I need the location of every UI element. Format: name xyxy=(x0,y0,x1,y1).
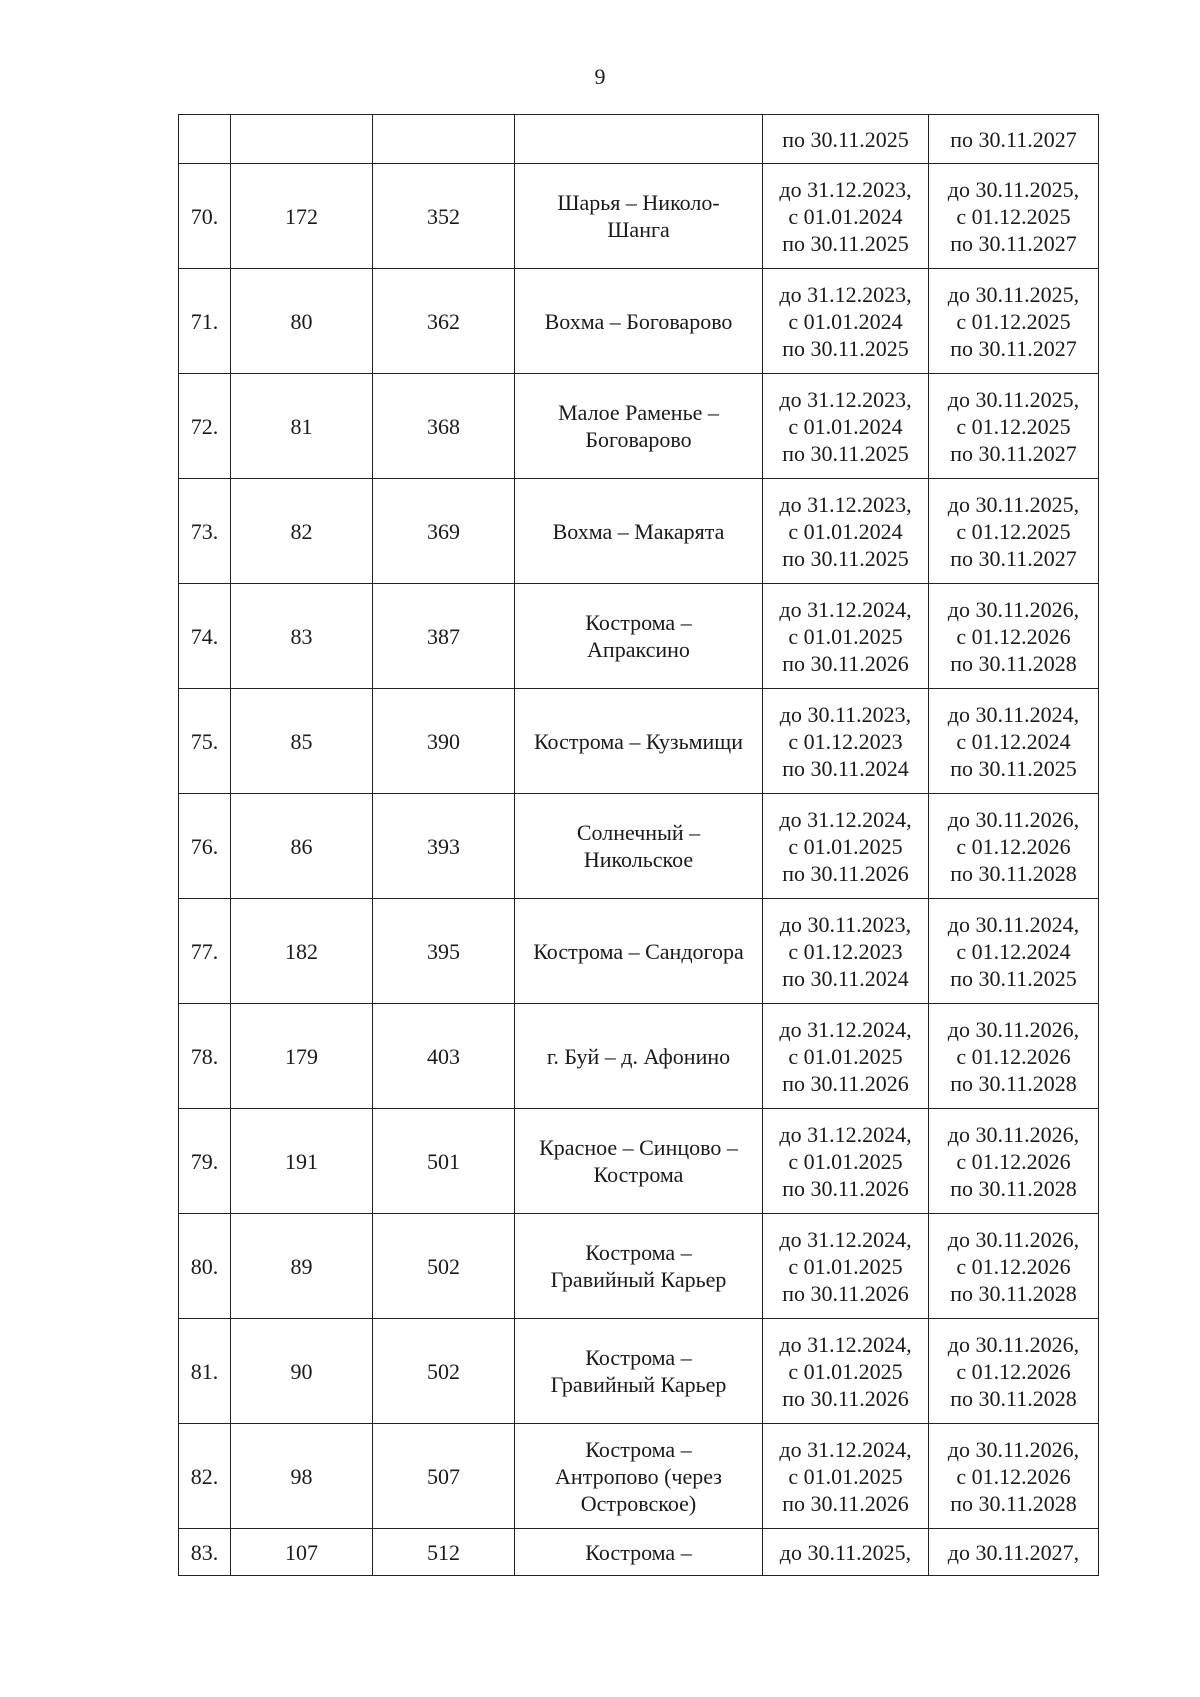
table-row xyxy=(179,269,1099,374)
cell-line: с 01.01.2025 xyxy=(788,1148,903,1174)
period-a-cell xyxy=(763,1319,929,1424)
cell-line: с 01.12.2023 xyxy=(788,728,903,754)
registry-number-cell: 179 xyxy=(231,1004,373,1109)
registry-number-cell: 182 xyxy=(231,899,373,1004)
registry-number-cell: 191 xyxy=(231,1109,373,1214)
route-number-cell: 387 xyxy=(373,584,515,689)
period-b-cell xyxy=(929,1424,1099,1529)
cell-line: Кострома – Кузьмищи xyxy=(533,728,744,754)
cell-line: до 31.12.2024, xyxy=(779,806,912,832)
period-b-cell xyxy=(929,1109,1099,1214)
table-row xyxy=(179,115,1099,164)
route-number-cell: 362 xyxy=(373,269,515,374)
row-number-cell: 82. xyxy=(179,1424,231,1529)
registry-number-cell: 98 xyxy=(231,1424,373,1529)
period-a-cell xyxy=(763,269,929,374)
cell-line: до 31.12.2023, xyxy=(779,491,912,517)
cell-line: Островское) xyxy=(580,1490,697,1516)
cell-line: с 01.12.2026 xyxy=(956,833,1071,859)
period-b-cell xyxy=(929,1529,1099,1576)
cell-line: с 01.01.2024 xyxy=(788,518,903,544)
cell-line: по 30.11.2027 xyxy=(950,335,1077,361)
registry-number-cell: 89 xyxy=(231,1214,373,1319)
route-name-cell xyxy=(515,1319,763,1424)
period-b-cell xyxy=(929,794,1099,899)
cell-line: Кострома – xyxy=(585,1345,692,1370)
table-row xyxy=(179,1109,1099,1214)
cell-line: Гравийный Карьер xyxy=(550,1267,727,1292)
period-a-cell xyxy=(763,1214,929,1319)
period-b-cell xyxy=(929,164,1099,269)
period-a-cell xyxy=(763,1109,929,1214)
table-row xyxy=(179,1319,1099,1424)
cell-line: до 30.11.2026, xyxy=(947,1121,1080,1147)
cell-line: с 01.12.2025 xyxy=(956,203,1071,229)
cell-line: по 30.11.2028 xyxy=(950,1385,1077,1411)
cell-line: с 01.01.2024 xyxy=(788,308,903,334)
table-row xyxy=(179,1214,1099,1319)
table-row xyxy=(179,1424,1099,1529)
cell-line: Кострома – xyxy=(585,1539,692,1565)
cell-line: с 01.12.2024 xyxy=(956,938,1071,964)
period-a-cell xyxy=(763,1424,929,1529)
cell-line: до 30.11.2025, xyxy=(947,281,1080,307)
cell-line: по 30.11.2026 xyxy=(782,650,909,676)
period-a-cell xyxy=(763,164,929,269)
cell-line: до 30.11.2024, xyxy=(947,911,1080,937)
cell-line: с 01.12.2026 xyxy=(956,623,1071,649)
registry-number-cell: 172 xyxy=(231,164,373,269)
row-number-cell xyxy=(179,115,231,164)
cell-line: до 30.11.2025, xyxy=(947,176,1080,202)
cell-line: по 30.11.2026 xyxy=(782,1175,909,1201)
route-number-cell: 501 xyxy=(373,1109,515,1214)
period-b-cell xyxy=(929,269,1099,374)
route-number-cell xyxy=(373,115,515,164)
cell-line: по 30.11.2027 xyxy=(950,545,1077,571)
registry-number-cell: 80 xyxy=(231,269,373,374)
period-a-cell xyxy=(763,794,929,899)
cell-line: по 30.11.2025 xyxy=(782,230,909,256)
cell-line: по 30.11.2027 xyxy=(950,230,1077,256)
cell-line: до 31.12.2024, xyxy=(779,1121,912,1147)
cell-line: по 30.11.2028 xyxy=(950,1175,1077,1201)
cell-line: Антропово (через xyxy=(555,1463,722,1489)
period-a-cell xyxy=(763,1004,929,1109)
cell-line: по 30.11.2026 xyxy=(782,1385,909,1411)
cell-line: по 30.11.2027 xyxy=(950,440,1077,466)
period-b-cell xyxy=(929,584,1099,689)
cell-line: до 30.11.2026, xyxy=(947,806,1080,832)
table-row xyxy=(179,689,1099,794)
table-row xyxy=(179,899,1099,1004)
cell-line: с 01.12.2025 xyxy=(956,518,1071,544)
cell-line: по 30.11.2024 xyxy=(782,755,909,781)
cell-line: с 01.01.2025 xyxy=(788,1253,903,1279)
cell-line: с 01.01.2025 xyxy=(788,1463,903,1489)
cell-line: до 31.12.2023, xyxy=(779,386,912,412)
registry-number-cell xyxy=(231,115,373,164)
cell-line: Шарья – Николо- xyxy=(557,190,720,215)
cell-line: до 31.12.2023, xyxy=(779,281,912,307)
cell-line: по 30.11.2025 xyxy=(782,126,909,152)
routes-table-body xyxy=(179,115,1099,1576)
cell-line: по 30.11.2025 xyxy=(950,755,1077,781)
registry-number-cell: 82 xyxy=(231,479,373,584)
cell-line: до 31.12.2024, xyxy=(779,1226,912,1252)
route-name-cell xyxy=(515,164,763,269)
cell-line: с 01.01.2025 xyxy=(788,1358,903,1384)
route-name-cell xyxy=(515,1214,763,1319)
cell-line: до 31.12.2024, xyxy=(779,596,912,622)
cell-line: по 30.11.2026 xyxy=(782,1490,909,1516)
cell-line: по 30.11.2026 xyxy=(782,1070,909,1096)
cell-line: Боговарово xyxy=(585,427,692,452)
cell-line: Кострома xyxy=(593,1162,684,1187)
cell-line: Красное – Синцово – xyxy=(539,1135,738,1160)
table-row xyxy=(179,479,1099,584)
cell-line: Малое Раменье – xyxy=(558,400,719,425)
cell-line: с 01.01.2024 xyxy=(788,203,903,229)
table-row xyxy=(179,794,1099,899)
route-name-cell xyxy=(515,115,763,164)
cell-line: по 30.11.2025 xyxy=(782,545,909,571)
cell-line: до 30.11.2025, xyxy=(779,1539,912,1565)
cell-line: до 30.11.2023, xyxy=(779,911,912,937)
cell-line: до 31.12.2024, xyxy=(779,1436,912,1462)
route-number-cell: 507 xyxy=(373,1424,515,1529)
route-name-cell xyxy=(515,269,763,374)
period-b-cell xyxy=(929,899,1099,1004)
row-number-cell: 71. xyxy=(179,269,231,374)
period-b-cell xyxy=(929,115,1099,164)
route-number-cell: 369 xyxy=(373,479,515,584)
cell-line: по 30.11.2027 xyxy=(950,126,1077,152)
registry-number-cell: 107 xyxy=(231,1529,373,1576)
cell-line: по 30.11.2025 xyxy=(782,335,909,361)
cell-line: по 30.11.2024 xyxy=(782,965,909,991)
route-name-cell xyxy=(515,479,763,584)
cell-line: по 30.11.2028 xyxy=(950,1070,1077,1096)
cell-line: г. Буй – д. Афонино xyxy=(546,1043,731,1069)
cell-line: до 31.12.2023, xyxy=(779,176,912,202)
cell-line: по 30.11.2026 xyxy=(782,1280,909,1306)
cell-line: Никольское xyxy=(583,847,694,872)
cell-line: до 30.11.2023, xyxy=(779,701,912,727)
registry-number-cell: 83 xyxy=(231,584,373,689)
route-name-cell xyxy=(515,1109,763,1214)
row-number-cell: 74. xyxy=(179,584,231,689)
cell-line: с 01.12.2026 xyxy=(956,1253,1071,1279)
period-b-cell xyxy=(929,1004,1099,1109)
period-a-cell xyxy=(763,115,929,164)
cell-line: до 30.11.2024, xyxy=(947,701,1080,727)
cell-line: до 30.11.2026, xyxy=(947,596,1080,622)
row-number-cell: 83. xyxy=(179,1529,231,1576)
cell-line: с 01.12.2026 xyxy=(956,1043,1071,1069)
route-number-cell: 393 xyxy=(373,794,515,899)
cell-line: до 31.12.2024, xyxy=(779,1016,912,1042)
period-b-cell xyxy=(929,1214,1099,1319)
cell-line: с 01.12.2026 xyxy=(956,1463,1071,1489)
route-name-cell xyxy=(515,1424,763,1529)
cell-line: Апраксино xyxy=(587,637,690,662)
route-number-cell: 512 xyxy=(373,1529,515,1576)
registry-number-cell: 90 xyxy=(231,1319,373,1424)
cell-line: по 30.11.2028 xyxy=(950,650,1077,676)
cell-line: до 30.11.2026, xyxy=(947,1436,1080,1462)
cell-line: до 31.12.2024, xyxy=(779,1331,912,1357)
cell-line: с 01.01.2024 xyxy=(788,413,903,439)
cell-line: до 30.11.2025, xyxy=(947,386,1080,412)
cell-line: с 01.01.2025 xyxy=(788,833,903,859)
table-row xyxy=(179,164,1099,269)
row-number-cell: 78. xyxy=(179,1004,231,1109)
row-number-cell: 75. xyxy=(179,689,231,794)
cell-line: с 01.12.2026 xyxy=(956,1148,1071,1174)
table-row xyxy=(179,584,1099,689)
cell-line: Солнечный – xyxy=(576,820,701,845)
period-a-cell xyxy=(763,584,929,689)
cell-line: с 01.12.2026 xyxy=(956,1358,1071,1384)
row-number-cell: 79. xyxy=(179,1109,231,1214)
cell-line: Вохма – Боговарово xyxy=(544,308,733,334)
table-row xyxy=(179,1529,1099,1576)
row-number-cell: 80. xyxy=(179,1214,231,1319)
period-b-cell xyxy=(929,479,1099,584)
route-name-cell xyxy=(515,584,763,689)
route-number-cell: 403 xyxy=(373,1004,515,1109)
period-a-cell xyxy=(763,899,929,1004)
route-name-cell xyxy=(515,374,763,479)
cell-line: до 30.11.2026, xyxy=(947,1226,1080,1252)
row-number-cell: 73. xyxy=(179,479,231,584)
period-a-cell xyxy=(763,1529,929,1576)
route-number-cell: 395 xyxy=(373,899,515,1004)
route-number-cell: 368 xyxy=(373,374,515,479)
cell-line: по 30.11.2028 xyxy=(950,860,1077,886)
cell-line: Кострома – Сандогора xyxy=(533,938,744,964)
registry-number-cell: 86 xyxy=(231,794,373,899)
cell-line: до 30.11.2027, xyxy=(947,1539,1080,1565)
route-number-cell: 352 xyxy=(373,164,515,269)
cell-line: по 30.11.2028 xyxy=(950,1490,1077,1516)
row-number-cell: 70. xyxy=(179,164,231,269)
period-b-cell xyxy=(929,689,1099,794)
cell-line: по 30.11.2025 xyxy=(950,965,1077,991)
route-name-cell xyxy=(515,899,763,1004)
routes-table xyxy=(178,114,1099,1576)
cell-line: по 30.11.2026 xyxy=(782,860,909,886)
cell-line: до 30.11.2026, xyxy=(947,1331,1080,1357)
route-number-cell: 502 xyxy=(373,1214,515,1319)
cell-line: до 30.11.2026, xyxy=(947,1016,1080,1042)
cell-line: с 01.12.2025 xyxy=(956,308,1071,334)
route-name-cell xyxy=(515,1529,763,1576)
cell-line: по 30.11.2025 xyxy=(782,440,909,466)
cell-line: Кострома – xyxy=(585,1436,692,1462)
route-number-cell: 390 xyxy=(373,689,515,794)
period-a-cell xyxy=(763,374,929,479)
row-number-cell: 77. xyxy=(179,899,231,1004)
cell-line: по 30.11.2028 xyxy=(950,1280,1077,1306)
cell-line: с 01.01.2025 xyxy=(788,1043,903,1069)
period-b-cell xyxy=(929,1319,1099,1424)
cell-line: до 30.11.2025, xyxy=(947,491,1080,517)
route-name-cell xyxy=(515,689,763,794)
cell-line: с 01.12.2023 xyxy=(788,938,903,964)
cell-line: Кострома – xyxy=(585,610,692,635)
cell-line: с 01.01.2025 xyxy=(788,623,903,649)
row-number-cell: 72. xyxy=(179,374,231,479)
route-name-cell xyxy=(515,1004,763,1109)
cell-line: Шанга xyxy=(607,217,670,242)
row-number-cell: 81. xyxy=(179,1319,231,1424)
row-number-cell: 76. xyxy=(179,794,231,899)
period-b-cell xyxy=(929,374,1099,479)
cell-line: с 01.12.2025 xyxy=(956,413,1071,439)
route-name-cell xyxy=(515,794,763,899)
table-row xyxy=(179,1004,1099,1109)
registry-number-cell: 81 xyxy=(231,374,373,479)
route-number-cell: 502 xyxy=(373,1319,515,1424)
period-a-cell xyxy=(763,689,929,794)
cell-line: Кострома – xyxy=(585,1240,692,1265)
cell-line: с 01.12.2024 xyxy=(956,728,1071,754)
period-a-cell xyxy=(763,479,929,584)
table-row xyxy=(179,374,1099,479)
page-number: 9 xyxy=(594,64,606,89)
cell-line: Гравийный Карьер xyxy=(550,1372,727,1397)
registry-number-cell: 85 xyxy=(231,689,373,794)
cell-line: Вохма – Макарята xyxy=(552,518,725,544)
